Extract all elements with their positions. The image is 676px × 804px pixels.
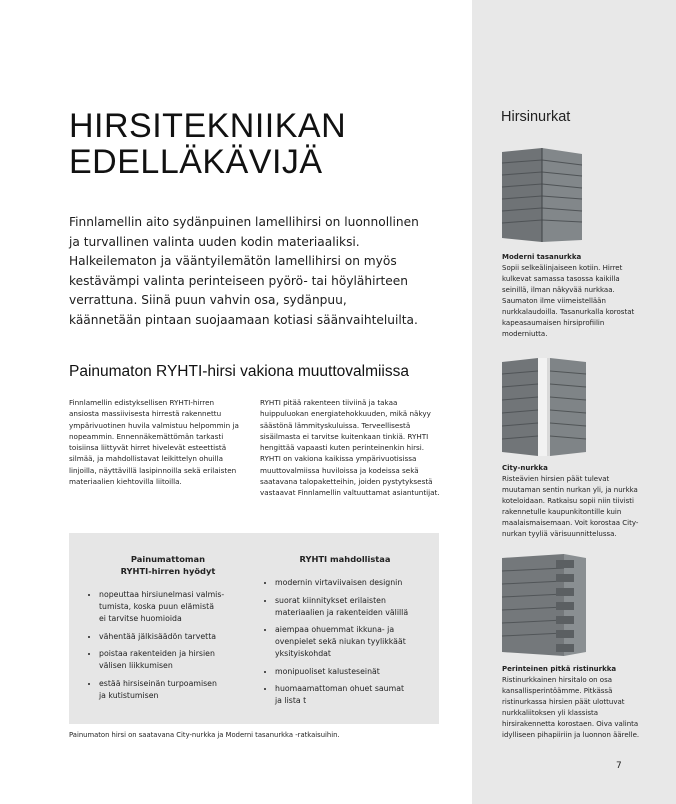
benefits-left-column xyxy=(83,553,253,707)
list-item-line: • modernin virtaviivaisen designin xyxy=(275,578,403,587)
list-item-line: ja lista t xyxy=(275,696,307,705)
list-item-line: materiaalien ja rakenteiden välillä xyxy=(275,607,409,617)
page-number: 7 xyxy=(616,761,622,771)
benefits-box xyxy=(69,533,439,724)
list-item xyxy=(99,589,253,625)
list-item-line: ei tarvitse huomioida xyxy=(99,614,182,623)
corner-text: Ristinurkkainen hirsitalo on osa kansallisperintöämme. Pitkässä ristinurkassa hirsien päät ulottuvat nurkkaliitoksen yli klassista hirsirakennetta korostaen. Oiva valinta idylliseen pihapiiriin ja luonnon äärelle. xyxy=(502,676,640,739)
corner-name: Perinteinen pitkä ristinurkka xyxy=(502,665,617,673)
modern-corner-image xyxy=(500,146,584,244)
list-item-line: • poistaa rakenteiden ja hirsien xyxy=(99,649,215,658)
corner-caption-city xyxy=(502,463,642,540)
list-item-line: yksityiskohdat xyxy=(275,649,331,658)
body-column-2: RYHTI pitää rakenteen tiiviinä ja takaa huippuluokan energiatehokkuuden, mikä näkyy säästönä lämmityskuluissa. Terveellisestä sisäilmasta ei tarvitse kuitenkaan tinkiä. RYHTI hengittää vapaasti kuten perinteinenkin hirsi. RYHTI on vakiona kaikissa ympärivuotisissa muuttovalmiissa huviloissa ja kodeissa sekä saatavana talopaketteihin, joiden pystytyksestä vastaavat Finnlamellin valtuuttamat asiantuntijat. xyxy=(260,398,440,498)
list-item xyxy=(275,595,431,619)
heading-line: Painumattoman xyxy=(130,554,206,564)
list-item xyxy=(99,678,253,702)
intro-paragraph: Finnlamellin aito sydänpuinen lamellihirsi on luonnollinen ja turvallinen valinta uuden kodin materiaaliksi. Halkeilematon ja vääntyilemätön lamellihirsi on myös kestävämpi valinta perinteiseen pyörö- tai höylähirteen verrattuna. Siinä puun vahvin osa, sydänpuu, käännetään pintaan suojaamaan kotiasi säänvaihteluilta. xyxy=(69,215,419,327)
corner-name: Moderni tasanurkka xyxy=(502,253,582,261)
cross-corner-image xyxy=(498,552,590,660)
benefits-left-list xyxy=(83,589,253,702)
list-item-line: ja kutistumisen xyxy=(99,690,159,700)
list-item xyxy=(275,624,431,660)
section-subheading: Painumaton RYHTI-hirsi vakiona muuttovalmiissa xyxy=(69,363,409,380)
benefits-right-heading: RYHTI mahdollistaa xyxy=(299,554,391,564)
list-item-line: välisen liikkumisen xyxy=(99,661,173,670)
list-item-line: • nopeuttaa hirsiunelmasi valmis- xyxy=(99,590,225,599)
list-item-line: • suorat kiinnitykset erilaisten xyxy=(275,595,386,605)
list-item-line: • estää hirsiseinän turpoamisen xyxy=(99,678,217,688)
corner-text: Risteävien hirsien päät tulevat muutaman sentin nurkan yli, ja nurkka koteloidaan. Ratkaisu sopii niin tiivisti rakennetulle kaupunkitontille kuin maalaismaisemaan. Voit korostaa City-nurkan tyyliä värisuunnittelussa. xyxy=(502,475,639,538)
list-item-line: tumista, koska puun elämistä xyxy=(99,602,214,611)
corner-name: City-nurkka xyxy=(502,464,548,472)
list-item xyxy=(99,631,253,643)
list-item-line: • vähentää jälkisäädön tarvetta xyxy=(99,631,217,641)
list-item-line: ovenpielet sekä niukan tyylikkäät xyxy=(275,637,406,646)
title-line-1: HIRSITEKNIIKAN xyxy=(69,107,347,145)
heading-line: RYHTI-hirren hyödyt xyxy=(120,566,216,576)
sidebar-title: Hirsinurkat xyxy=(501,109,571,125)
city-corner-image xyxy=(500,356,588,460)
benefits-right-column xyxy=(259,553,431,713)
list-item-line: • aiempaa ohuemmat ikkuna- ja xyxy=(275,625,395,634)
list-item xyxy=(275,683,431,707)
body-column-1: Finnlamellin edistyksellisen RYHTI-hirren ansiosta massiivisesta hirrestä rakennettu ympärivuotinen huvila valmistuu helpommin ja nopeammin. Ennennäkemättömän tarkasti toisiinsa liittyvät hirret hivelevät esteettistä silmää, ja mahdollistavat leikittelyn ohuilla linjoilla, näyttävillä lasipinnoilla sekä erilaisten materiaalien kiehtovilla liitoilla. xyxy=(69,398,239,487)
title-line-2: EDELLÄKÄVIJÄ xyxy=(69,143,323,181)
corner-caption-cross xyxy=(502,664,642,741)
list-item-line: • monipuoliset kalusteseinät xyxy=(275,666,380,676)
page-title xyxy=(69,108,346,180)
list-item xyxy=(275,577,431,589)
list-item xyxy=(275,666,431,678)
benefits-right-list xyxy=(259,577,431,707)
list-item-line: • huomaamattoman ohuet saumat xyxy=(275,684,405,693)
corner-caption-modern xyxy=(502,252,642,340)
benefits-left-heading xyxy=(83,553,253,577)
corner-text: Sopii selkeälinjaiseen kotiin. Hirret kulkevat samassa tasossa kaikilla seinillä, ilman näkyvää nurkkaa. Saumaton ilme viimeistellään nurkkalaudoilla. Tasanurkalla korostat kapeasaumaisen hirsiprofiilin moderniutta. xyxy=(502,264,635,338)
list-item xyxy=(99,648,253,672)
footnote: Painumaton hirsi on saatavana City-nurkka ja Moderni tasanurkka -ratkaisuihin. xyxy=(69,731,340,739)
